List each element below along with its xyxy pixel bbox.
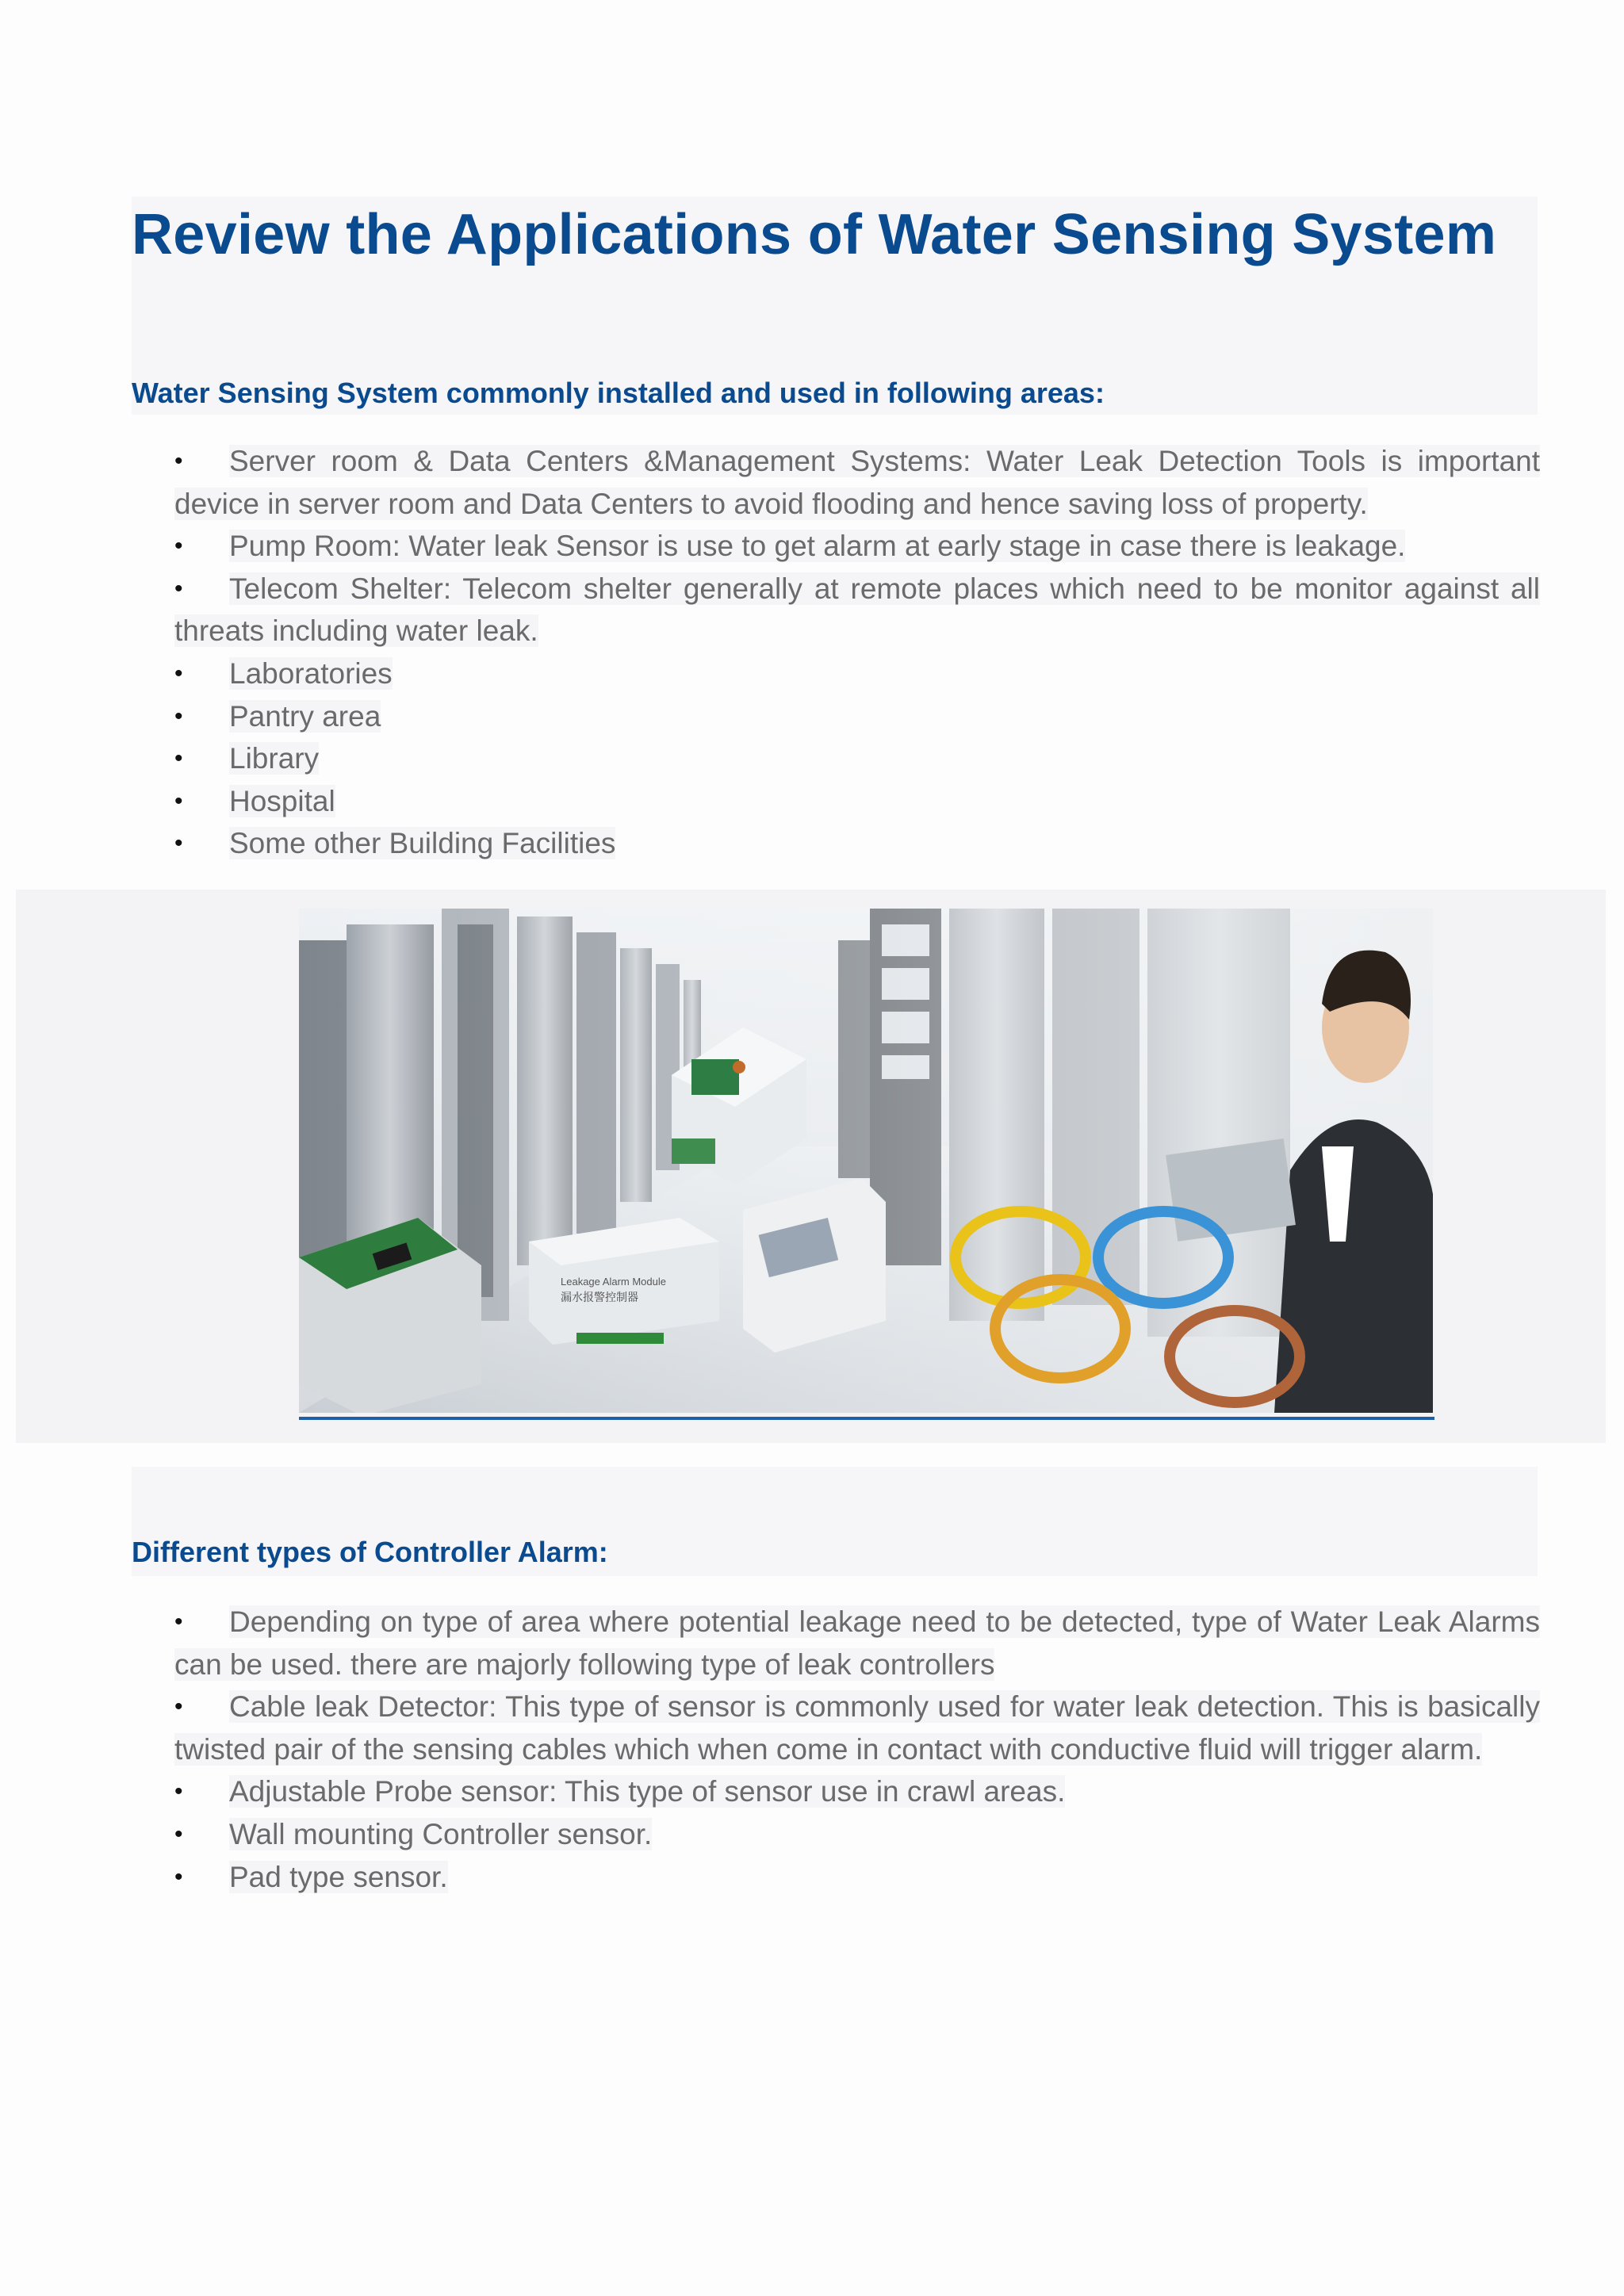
controllers-list (174, 1601, 1540, 1898)
list-item (174, 652, 1540, 695)
alarm-module-label-cn: 漏水报警控制器 (561, 1291, 638, 1303)
list-item-text: Library (229, 742, 320, 775)
list-item-text: Laboratories (229, 656, 393, 690)
list-item (174, 568, 1540, 652)
list-item-text: Cable leak Detector: This type of sensor is commonly used for water leak detection. This is basically twisted pair of the sensing cables which when come in contact with conductive fluid will trigger alarm. (174, 1690, 1540, 1766)
list-item (174, 1813, 1540, 1856)
list-item-text: Pad type sensor. (229, 1860, 448, 1893)
list-item-text: Hospital (229, 784, 335, 817)
areas-heading: Water Sensing System commonly installed and used in following areas: (132, 377, 1105, 409)
list-item-text: Wall mounting Controller sensor. (229, 1817, 653, 1850)
list-item (174, 822, 1540, 865)
list-item (174, 1601, 1540, 1686)
page-title: Review the Applications of Water Sensing System (132, 203, 1497, 266)
image-underline (299, 1417, 1434, 1420)
list-item (174, 695, 1540, 738)
list-item (174, 780, 1540, 823)
list-item-text: Pump Room: Water leak Sensor is use to get alarm at early stage in case there is leakage. (229, 530, 1406, 563)
data-center-product-image (299, 909, 1433, 1413)
list-item-text: Telecom Shelter: Telecom shelter generally at remote places which need to be monitor against all threats including water leak. (174, 572, 1540, 648)
list-item (174, 440, 1540, 525)
list-item-text: Depending on type of area where potential leakage need to be detected, type of Water Leak Alarms can be used. there are majorly following type of leak controllers (174, 1605, 1540, 1681)
list-item-text: Adjustable Probe sensor: This type of sensor use in crawl areas. (229, 1775, 1066, 1808)
controllers-heading: Different types of Controller Alarm: (132, 1536, 608, 1568)
list-item (174, 525, 1540, 568)
list-item (174, 1770, 1540, 1813)
list-item (174, 737, 1540, 780)
alarm-module-label: Leakage Alarm Module (561, 1276, 666, 1288)
list-item-text: Server room & Data Centers &Management Systems: Water Leak Detection Tools is important device in server room and Data Centers to avoid flooding and hence saving loss of property. (174, 445, 1540, 520)
list-item-text: Pantry area (229, 699, 381, 733)
areas-list (174, 440, 1540, 865)
list-item-text: Some other Building Facilities (229, 827, 616, 860)
list-item (174, 1856, 1540, 1899)
list-item (174, 1686, 1540, 1770)
